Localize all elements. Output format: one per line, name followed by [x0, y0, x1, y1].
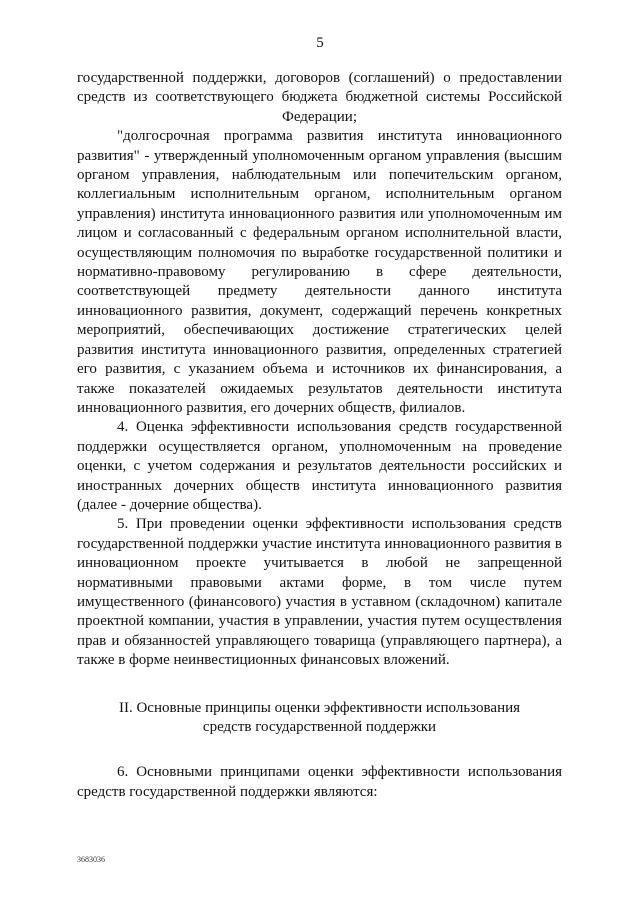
paragraph-item-5: 5. При проведении оценки эффективности использования средств государственной поддержки участие института инновационного развития в инновационном проекте учитывается в любой не запрещенной нормативными правовыми актами форме, в том числе путем имущественного (финансового) участия в уставном (складочном) капитале проектной компании, участия в управлении, участия путем осуществления прав и обязанностей управляющего товарища (управляющего партнера), а также в форме неинвестиционных финансовых вложений. — [77, 516, 562, 669]
paragraph-definition: "долгосрочная программа развития института инновационного развития" - утвержденный уполномоченным органом управления (высшим органом управления, наблюдательным или попечительским органом, коллегиальным исполнительным органом, исполнительным органом управления) института инновационного развития или уполномоченным им лицом и согласованный с федеральным органом исполнительной власти, осуществляющим полномочия по выработке государственной политики и нормативно-правовому регулированию в сфере деятельности, соответствующей предмету деятельности данного института инновационного развития, документ, содержащий перечень конкретных мероприятий, обеспечивающих достижение стратегических целей развития института инновационного развития, определенных стратегией его развития, с указанием объема и источников их финансирования, а также показателей ожидаемых результатов деятельности института инновационного развития, его дочерних обществ, филиалов. — [77, 128, 562, 416]
paragraph-continued: государственной поддержки, договоров (соглашений) о предоставлении средств из соответствующего бюджета бюджетной системы Российской — [77, 70, 562, 106]
paragraph-item-4: 4. Оценка эффективности использования средств государственной поддержки осуществляется органом, уполномоченным на проведение оценки, с учетом содержания и результатов деятельности российских и иностранных дочерних обществ института инновационного развития (далее - дочерние общества). — [77, 419, 562, 513]
paragraph-item-6: 6. Основными принципами оценки эффективности использования средств государственной поддержки являются: — [77, 764, 562, 800]
page-number: 5 — [316, 35, 324, 51]
document-body — [77, 69, 562, 802]
paragraph-continued-end: Федерации; — [281, 108, 357, 125]
document-code: 3683036 — [77, 855, 105, 864]
section-heading-line-2: средств государственной поддержки — [202, 719, 437, 735]
section-heading — [77, 699, 562, 738]
section-heading-line-1: II. Основные принципы оценки эффективности использования — [118, 699, 521, 716]
